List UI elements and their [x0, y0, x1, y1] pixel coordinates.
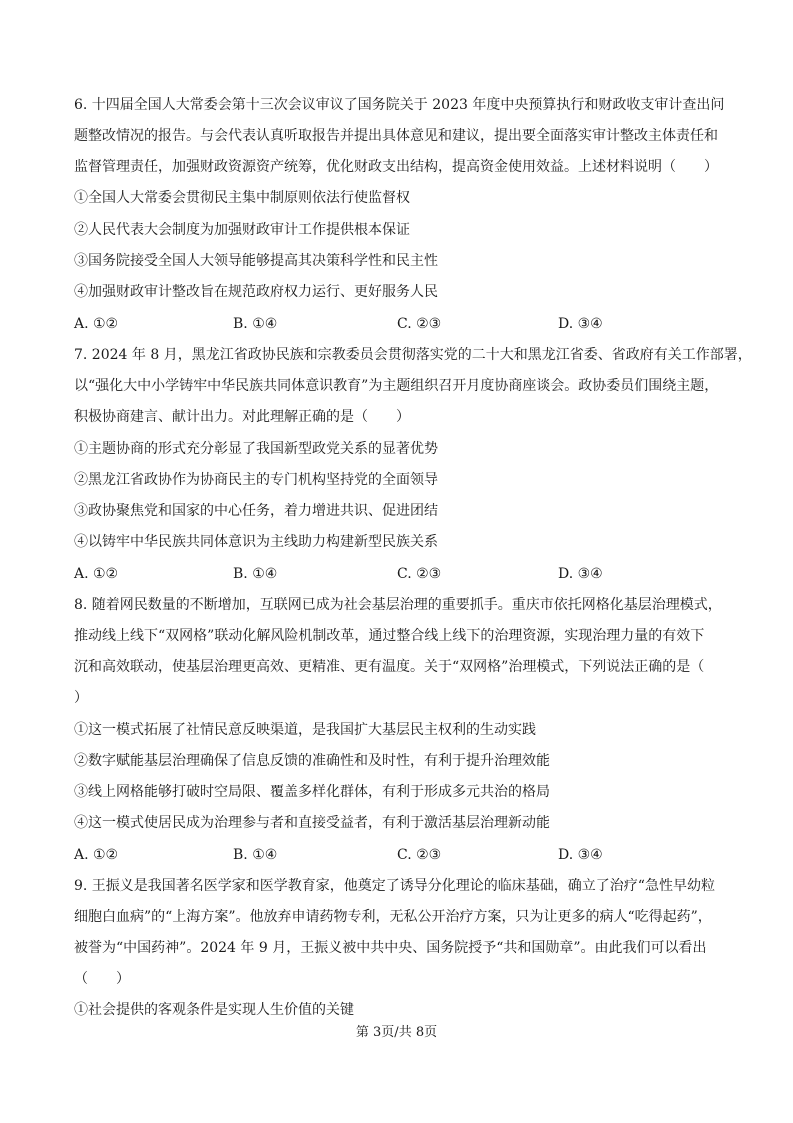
question-stem-line: ）	[74, 690, 88, 706]
question-stem-line: 沉和高效联动，使基层治理更高效、更精准、更有温度。关于“双网格”治理模式，下列说法正确的是（	[74, 659, 705, 675]
option-a[interactable]: A. ①②	[74, 566, 119, 582]
page-number: 第 3页/共 8页	[355, 1025, 438, 1040]
question-stem-line: 推动线上线下“双网格”联动化解风险机制改革，通过整合线上线下的治理资源，实现治理力量的有效下	[74, 628, 705, 644]
option-b[interactable]: B. ①④	[233, 847, 278, 863]
statement-item: ②人民代表大会制度为加强财政审计工作提供根本保证	[74, 222, 410, 238]
statement-item: ④加强财政审计整改旨在规范政府权力运行、更好服务人民	[74, 284, 438, 300]
question-stem-line: 以“强化大中小学铸牢中华民族共同体意识教育”为主题组织召开月度协商座谈会。政协委员们围绕主题，	[74, 378, 719, 394]
option-a[interactable]: A. ①②	[74, 316, 119, 332]
question-stem-line: 被誉为“中国药神”。2024 年 9 月，王振义被中共中央、国务院授予“共和国勋章”。由此我们可以看出	[74, 940, 707, 956]
option-a[interactable]: A. ①②	[74, 847, 119, 863]
statement-item: ④这一模式使居民成为治理参与者和直接受益者，有利于激活基层治理新动能	[74, 815, 550, 831]
statement-item: ①主题协商的形式充分彰显了我国新型政党关系的显著优势	[74, 441, 438, 457]
question-stem-line: 监督管理责任，加强财政资源资产统筹，优化财政支出结构，提高资金使用效益。上述材料说明（ ）	[74, 159, 718, 175]
statement-item: ③国务院接受全国人大领导能够提高其决策科学性和民主性	[74, 253, 438, 269]
question-stem-line: 积极协商建言、献计出力。对此理解正确的是（ ）	[74, 409, 410, 425]
statement-item: ②黑龙江省政协作为协商民主的专门机构坚持党的全面领导	[74, 472, 438, 488]
question-stem-line: 7. 2024 年 8 月，黑龙江省政协民族和宗教委员会贯彻落实党的二十大和黑龙江省委、省政府有关工作部署，	[74, 347, 752, 363]
option-d[interactable]: D. ③④	[558, 847, 603, 863]
option-d[interactable]: D. ③④	[558, 566, 603, 582]
option-c[interactable]: C. ②③	[397, 847, 442, 863]
statement-item: ④以铸牢中华民族共同体意识为主线助力构建新型民族关系	[74, 534, 438, 550]
question-stem-line: 6. 十四届全国人大常委会第十三次会议审议了国务院关于 2023 年度中央预算执行和财政收支审计查出问	[74, 97, 725, 113]
question-stem-line: 细胞白血病”的“上海方案”。他放弃申请药物专利，无私公开治疗方案，只为让更多的病人“吃得起药”，	[74, 909, 712, 925]
question-stem-line: 题整改情况的报告。与会代表认真听取报告并提出具体意见和建议，提出要全面落实审计整改主体责任和	[74, 128, 718, 144]
option-c[interactable]: C. ②③	[397, 316, 442, 332]
statement-item: ①这一模式拓展了社情民意反映渠道，是我国扩大基层民主权利的生动实践	[74, 722, 536, 738]
option-b[interactable]: B. ①④	[233, 566, 278, 582]
statement-item: ③政协聚焦党和国家的中心任务，着力增进共识、促进团结	[74, 503, 438, 519]
option-c[interactable]: C. ②③	[397, 566, 442, 582]
statement-item: ②数字赋能基层治理确保了信息反馈的准确性和及时性，有利于提升治理效能	[74, 753, 550, 769]
statement-item: ①全国人大常委会贯彻民主集中制原则依法行使监督权	[74, 190, 410, 206]
option-d[interactable]: D. ③④	[558, 316, 603, 332]
statement-item: ①社会提供的客观条件是实现人生价值的关键	[74, 1002, 354, 1018]
question-stem-line: （ ）	[74, 971, 130, 987]
statement-item: ③线上网格能够打破时空局限、覆盖多样化群体，有利于形成多元共治的格局	[74, 784, 550, 800]
question-stem-line: 8. 随着网民数量的不断增加，互联网已成为社会基层治理的重要抓手。重庆市依托网格化基层治理模式，	[74, 597, 722, 613]
option-b[interactable]: B. ①④	[233, 316, 278, 332]
question-stem-line: 9. 王振义是我国著名医学家和医学教育家，他奠定了诱导分化理论的临床基础，确立了治疗“急性早幼粒	[74, 878, 715, 894]
